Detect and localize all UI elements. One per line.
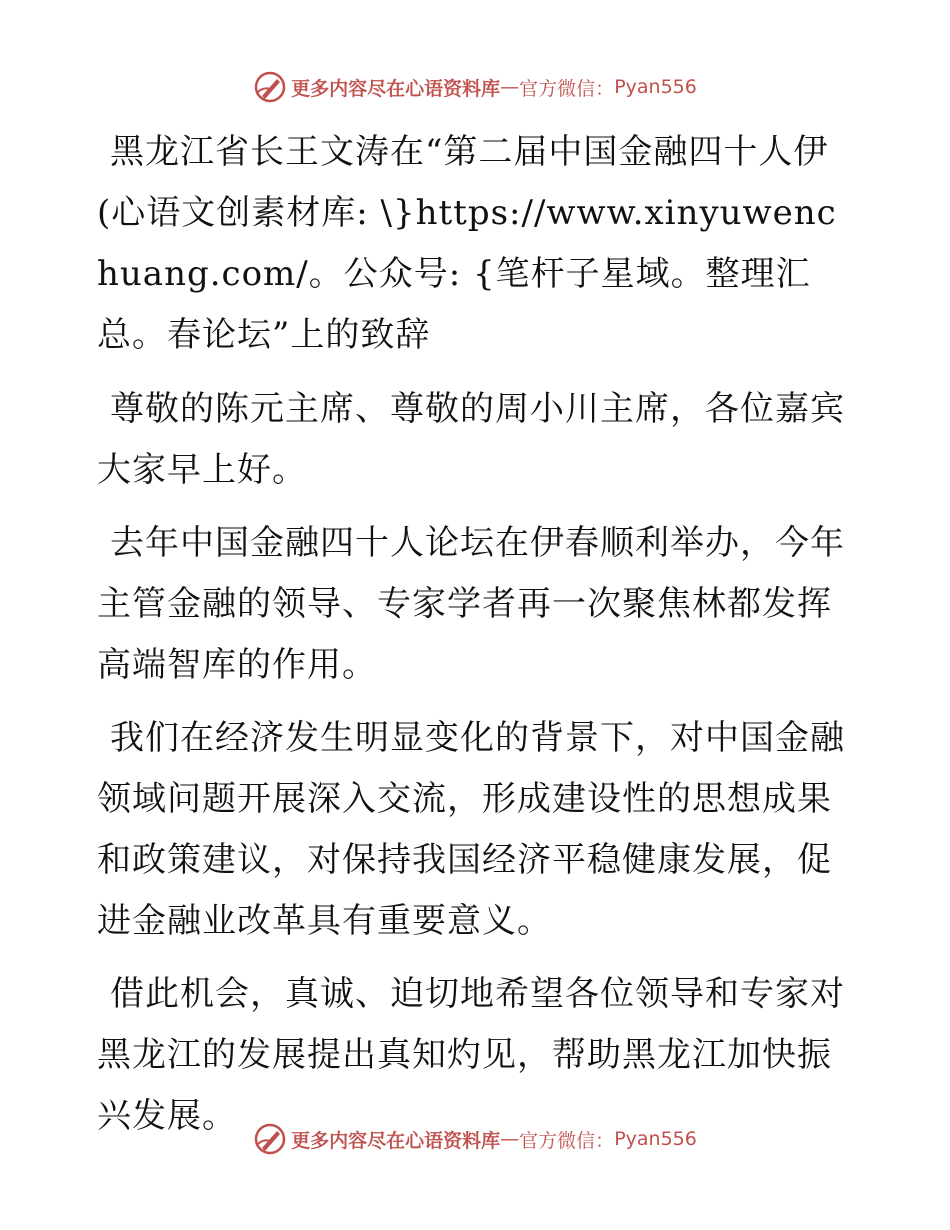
- paragraph-title: [97, 122, 857, 366]
- header-watermark-banner: [0, 70, 950, 104]
- paragraph-text: 借此机会，真诚、迫切地希望各位领导和专家对黑龙江的发展提出真知灼见，帮助黑龙江加快振兴发展。: [97, 974, 845, 1136]
- document-body: [97, 122, 857, 1159]
- paragraph-text: 尊敬的陈元主席、尊敬的周小川主席，各位嘉宾大家早上好。: [97, 389, 845, 490]
- paragraph-forum: [97, 513, 857, 696]
- paragraph-closing: [97, 964, 857, 1147]
- paragraph-greeting: [97, 379, 857, 501]
- banner-main-text: 更多内容尽在心语资料库: [291, 77, 501, 100]
- banner-wechat-label: 官方微信：: [519, 1129, 615, 1152]
- banner-wechat-id: Pyan556: [614, 76, 697, 98]
- footer-watermark-banner: [0, 1122, 950, 1156]
- pen-logo-icon: [253, 70, 287, 104]
- paragraph-significance: [97, 708, 857, 952]
- paragraph-text: 去年中国金融四十人论坛在伊春顺利举办，今年主管金融的领导、专家学者再一次聚焦林都发挥高端智库的作用。: [97, 523, 845, 685]
- banner-wechat-label: 官方微信：: [519, 77, 615, 100]
- banner-wechat-id: Pyan556: [614, 1128, 697, 1150]
- paragraph-text: 我们在经济发生明显变化的背景下，对中国金融领域问题开展深入交流，形成建设性的思想成果和政策建议，对保持我国经济平稳健康发展，促进金融业改革具有重要意义。: [97, 718, 845, 941]
- banner-dash: —: [500, 1128, 520, 1150]
- banner-main-text: 更多内容尽在心语资料库: [291, 1129, 501, 1152]
- paragraph-text: 黑龙江省长王文涛在“第二届中国金融四十人伊(心语文创素材库: \}https://www.xinyuwenchuang.com/。公众号: {笔杆子星域。整理汇总。春论坛”上的致辞: [97, 132, 837, 355]
- banner-dash: —: [500, 76, 520, 98]
- pen-logo-icon: [253, 1122, 287, 1156]
